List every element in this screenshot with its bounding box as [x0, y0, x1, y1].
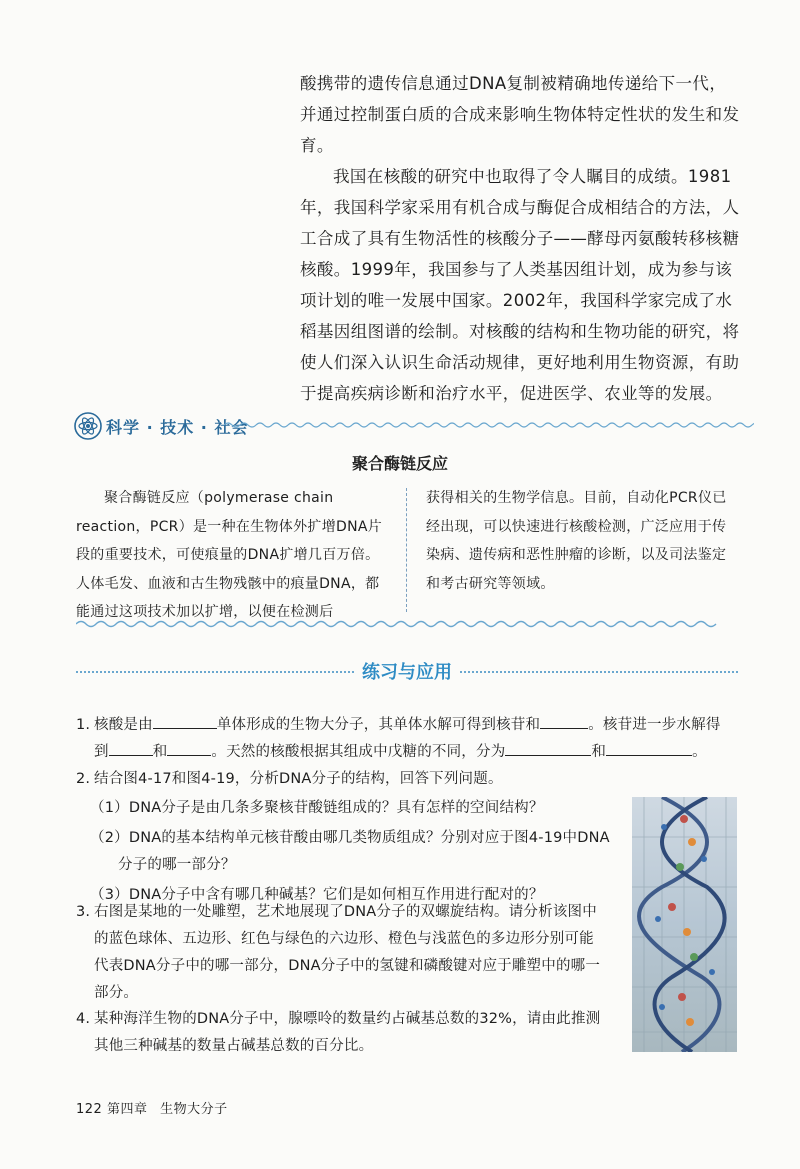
page-footer	[76, 1098, 228, 1117]
sidebar-title: 聚合酶链反应	[351, 454, 448, 473]
question-number: 3.	[76, 904, 91, 920]
answer-blank[interactable]	[505, 741, 591, 756]
answer-blank[interactable]	[153, 714, 217, 729]
answer-blank[interactable]	[540, 714, 588, 729]
chapter-title: 生物大分子	[160, 1102, 228, 1117]
main-text	[300, 68, 740, 409]
question-number: 1.	[76, 717, 91, 733]
wave-divider-bottom	[76, 618, 736, 630]
sidebar-left-text: 聚合酶链反应（polymerase chain reaction，PCR）是一种在生物体外扩增DNA片段的重要技术，可使痕量的DNA扩增几百万倍。人体毛发、血液和古生物残骸中的痕量DNA，都能通过这项技术加以扩增，以便在检测后	[76, 490, 383, 620]
question-4: 4. 某种海洋生物的DNA分子中，腺嘌呤的数量约占碱基总数的32%，请由此推测 其他三种碱基的数量占碱基总数的百分比。	[76, 1006, 636, 1060]
sidebar-header	[74, 412, 754, 442]
question-3: 3. 右图是某地的一处雕塑，艺术地展现了DNA分子的双螺旋结构。请分析该图中 的蓝色球体、五边形、红色与绿色的六边形、橙色与浅蓝色的多边形分别可能 代表DNA分子中的哪一部分，DNA分子中的氢键和磷酸键对应于雕塑中的哪一 部分。	[76, 899, 636, 1007]
column-divider	[406, 488, 407, 612]
question-2-part-1: （1）DNA分子是由几条多聚核苷酸链组成的？具有怎样的空间结构？	[90, 800, 544, 816]
question-number: 2.	[76, 771, 91, 787]
exercise-header	[76, 658, 738, 688]
question-2-part-2-cont: 分子的哪一部分？	[118, 857, 236, 873]
sidebar-right-text: 获得相关的生物学信息。目前，自动化PCR仪已经出现，可以快速进行核酸检测，广泛应用于传染病、遗传病和恶性肿瘤的诊断，以及司法鉴定和考古研究等领域。	[426, 490, 727, 592]
question-2-part-3: （3）DNA分子中含有哪几种碱基？它们是如何相互作用进行配对的？	[90, 887, 544, 903]
chapter-number: 第四章	[106, 1102, 148, 1117]
question-1: 1. 核酸是由 单体形成的生物大分子，其单体水解可得到核苷和 。核苷进一步水解得 到 和 。天然的核酸根据其组成中戊糖的不同，分为 和 。	[76, 712, 744, 766]
main-paragraph-2: 我国在核酸的研究中也取得了令人瞩目的成绩。1981年，我国科学家采用有机合成与酶促合成相结合的方法，人工合成了具有生物活性的核酸分子——酵母丙氨酸转移核糖核酸。1999年，我国参与了人类基因组计划，成为参与该项计划的唯一发展中国家。2002年，我国科学家完成了水稻基因组图谱的绘制。对核酸的结构和生物功能的研究，将使人们深入认识生命活动规律，更好地利用生物资源，有助于提高疾病诊断和治疗水平，促进医学、农业等的发展。	[300, 167, 740, 403]
answer-blank[interactable]	[109, 741, 153, 756]
question-number: 4.	[76, 1011, 91, 1027]
question-2-part-2: （2）DNA的基本结构单元核苷酸由哪几类物质组成？分别对应于图4-19中DNA	[90, 830, 610, 846]
question-2: 2. 结合图4-17和图4-19，分析DNA分子的结构，回答下列问题。 （1）DNA分子是由几条多聚核苷酸链组成的？具有怎样的空间结构？ （2）DNA的基本结构单元核苷酸由哪几类物质组成？分别对应于图4-19中DNA 分子的哪一部分？ （3）DNA分子中含有哪几种碱基？它们是如何相互作用进行配对的？	[76, 766, 636, 909]
main-paragraph-1: 酸携带的遗传信息通过DNA复制被精确地传递给下一代，并通过控制蛋白质的合成来影响生物体特定性状的发生和发育。	[300, 74, 740, 155]
dna-sculpture-photo	[632, 797, 737, 1052]
atom-icon	[74, 412, 102, 440]
wave-divider-top	[224, 420, 754, 430]
answer-blank[interactable]	[167, 741, 211, 756]
sidebar-right-column	[426, 484, 736, 598]
sidebar-left-column	[76, 484, 392, 627]
answer-blank[interactable]	[606, 741, 692, 756]
page-number: 122	[76, 1102, 103, 1117]
exercise-title: 练习与应用	[356, 662, 458, 683]
sidebar-label: 科学 · 技术 · 社会	[106, 418, 249, 437]
